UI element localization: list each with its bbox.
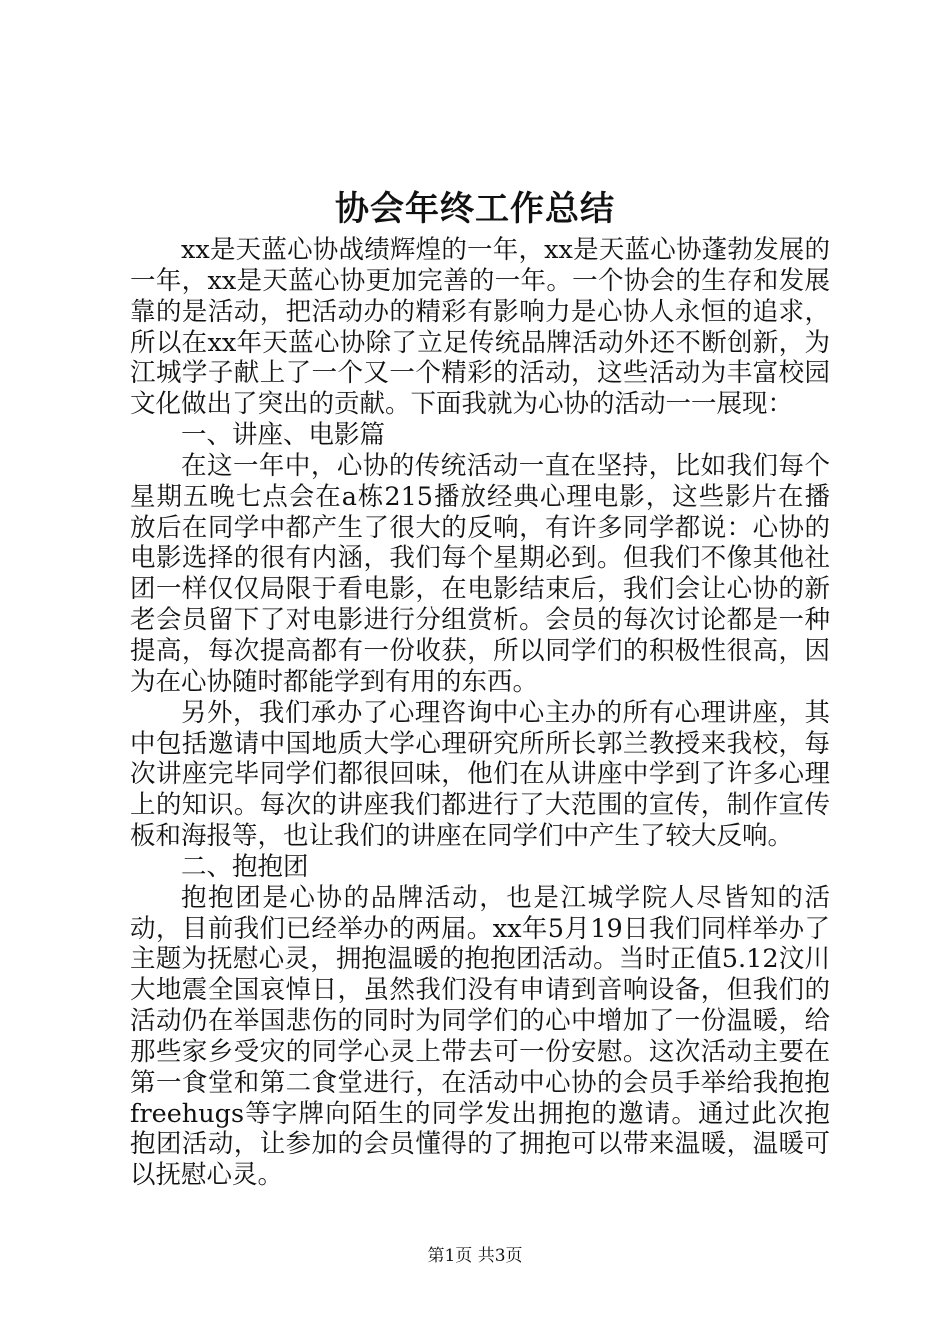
paragraph-intro: xx是天蓝心协战绩辉煌的一年，xx是天蓝心协蓬勃发展的一年，xx是天蓝心协更加完善的一年。一个协会的生存和发展靠的是活动，把活动办的精彩有影响力是心协人永恒的追求，所以在xx年天蓝心协除了立足传统品牌活动外还不断创新，为江城学子献上了一个又一个精彩的活动，这些活动为丰富校园文化做出了突出的贡献。下面我就为心协的活动一一展现： xyxy=(130,235,830,420)
paragraph-lectures: 另外，我们承办了心理咨询中心主办的所有心理讲座，其中包括邀请中国地质大学心理研究所所长郭兰教授来我校，每次讲座完毕同学们都很回味，他们在从讲座中学到了许多心理上的知识。每次的讲座我们都进行了大范围的宣传，制作宣传板和海报等，也让我们的讲座在同学们中产生了较大反响。 xyxy=(130,697,830,852)
section-heading-hug-group: 二、抱抱团 xyxy=(181,851,309,882)
paragraph-movies: 在这一年中，心协的传统活动一直在坚持，比如我们每个星期五晚七点会在a栋215播放经典心理电影，这些影片在播放后在同学中都产生了很大的反响，有许多同学都说：心协的电影选择的很有内涵，我们每个星期必到。但我们不像其他社团一样仅仅局限于看电影，在电影结束后，我们会让心协的新老会员留下了对电影进行分组赏析。会员的每次讨论都是一种提高，每次提高都有一份收获，所以同学们的积极性很高，因为在心协随时都能学到有用的东西。 xyxy=(130,450,830,697)
paragraph-hug-group: 抱抱团是心协的品牌活动，也是江城学院人尽皆知的活动，目前我们已经举办的两届。xx年5月19日我们同样举办了主题为抚慰心灵，拥抱温暖的抱抱团活动。当时正值5.12汶川大地震全国哀悼日，虽然我们没有申请到音响设备，但我们的活动仍在举国悲伤的同时为同学们的心中增加了一份温暖，给那些家乡受灾的同学心灵上带去可一份安慰。这次活动主要在第一食堂和第二食堂进行，在活动中心协的会员手举给我抱抱freehugs等字牌向陌生的同学发出拥抱的邀请。通过此次抱抱团活动，让参加的会员懂得的了拥抱可以带来温暖，温暖可以抚慰心灵。 xyxy=(130,882,830,1191)
document-body xyxy=(130,235,830,1191)
section-heading-lectures-movies: 一、讲座、电影篇 xyxy=(181,420,386,451)
page-title: 协会年终工作总结 xyxy=(335,189,615,229)
page-footer: 第1页 共3页 xyxy=(427,1246,523,1266)
